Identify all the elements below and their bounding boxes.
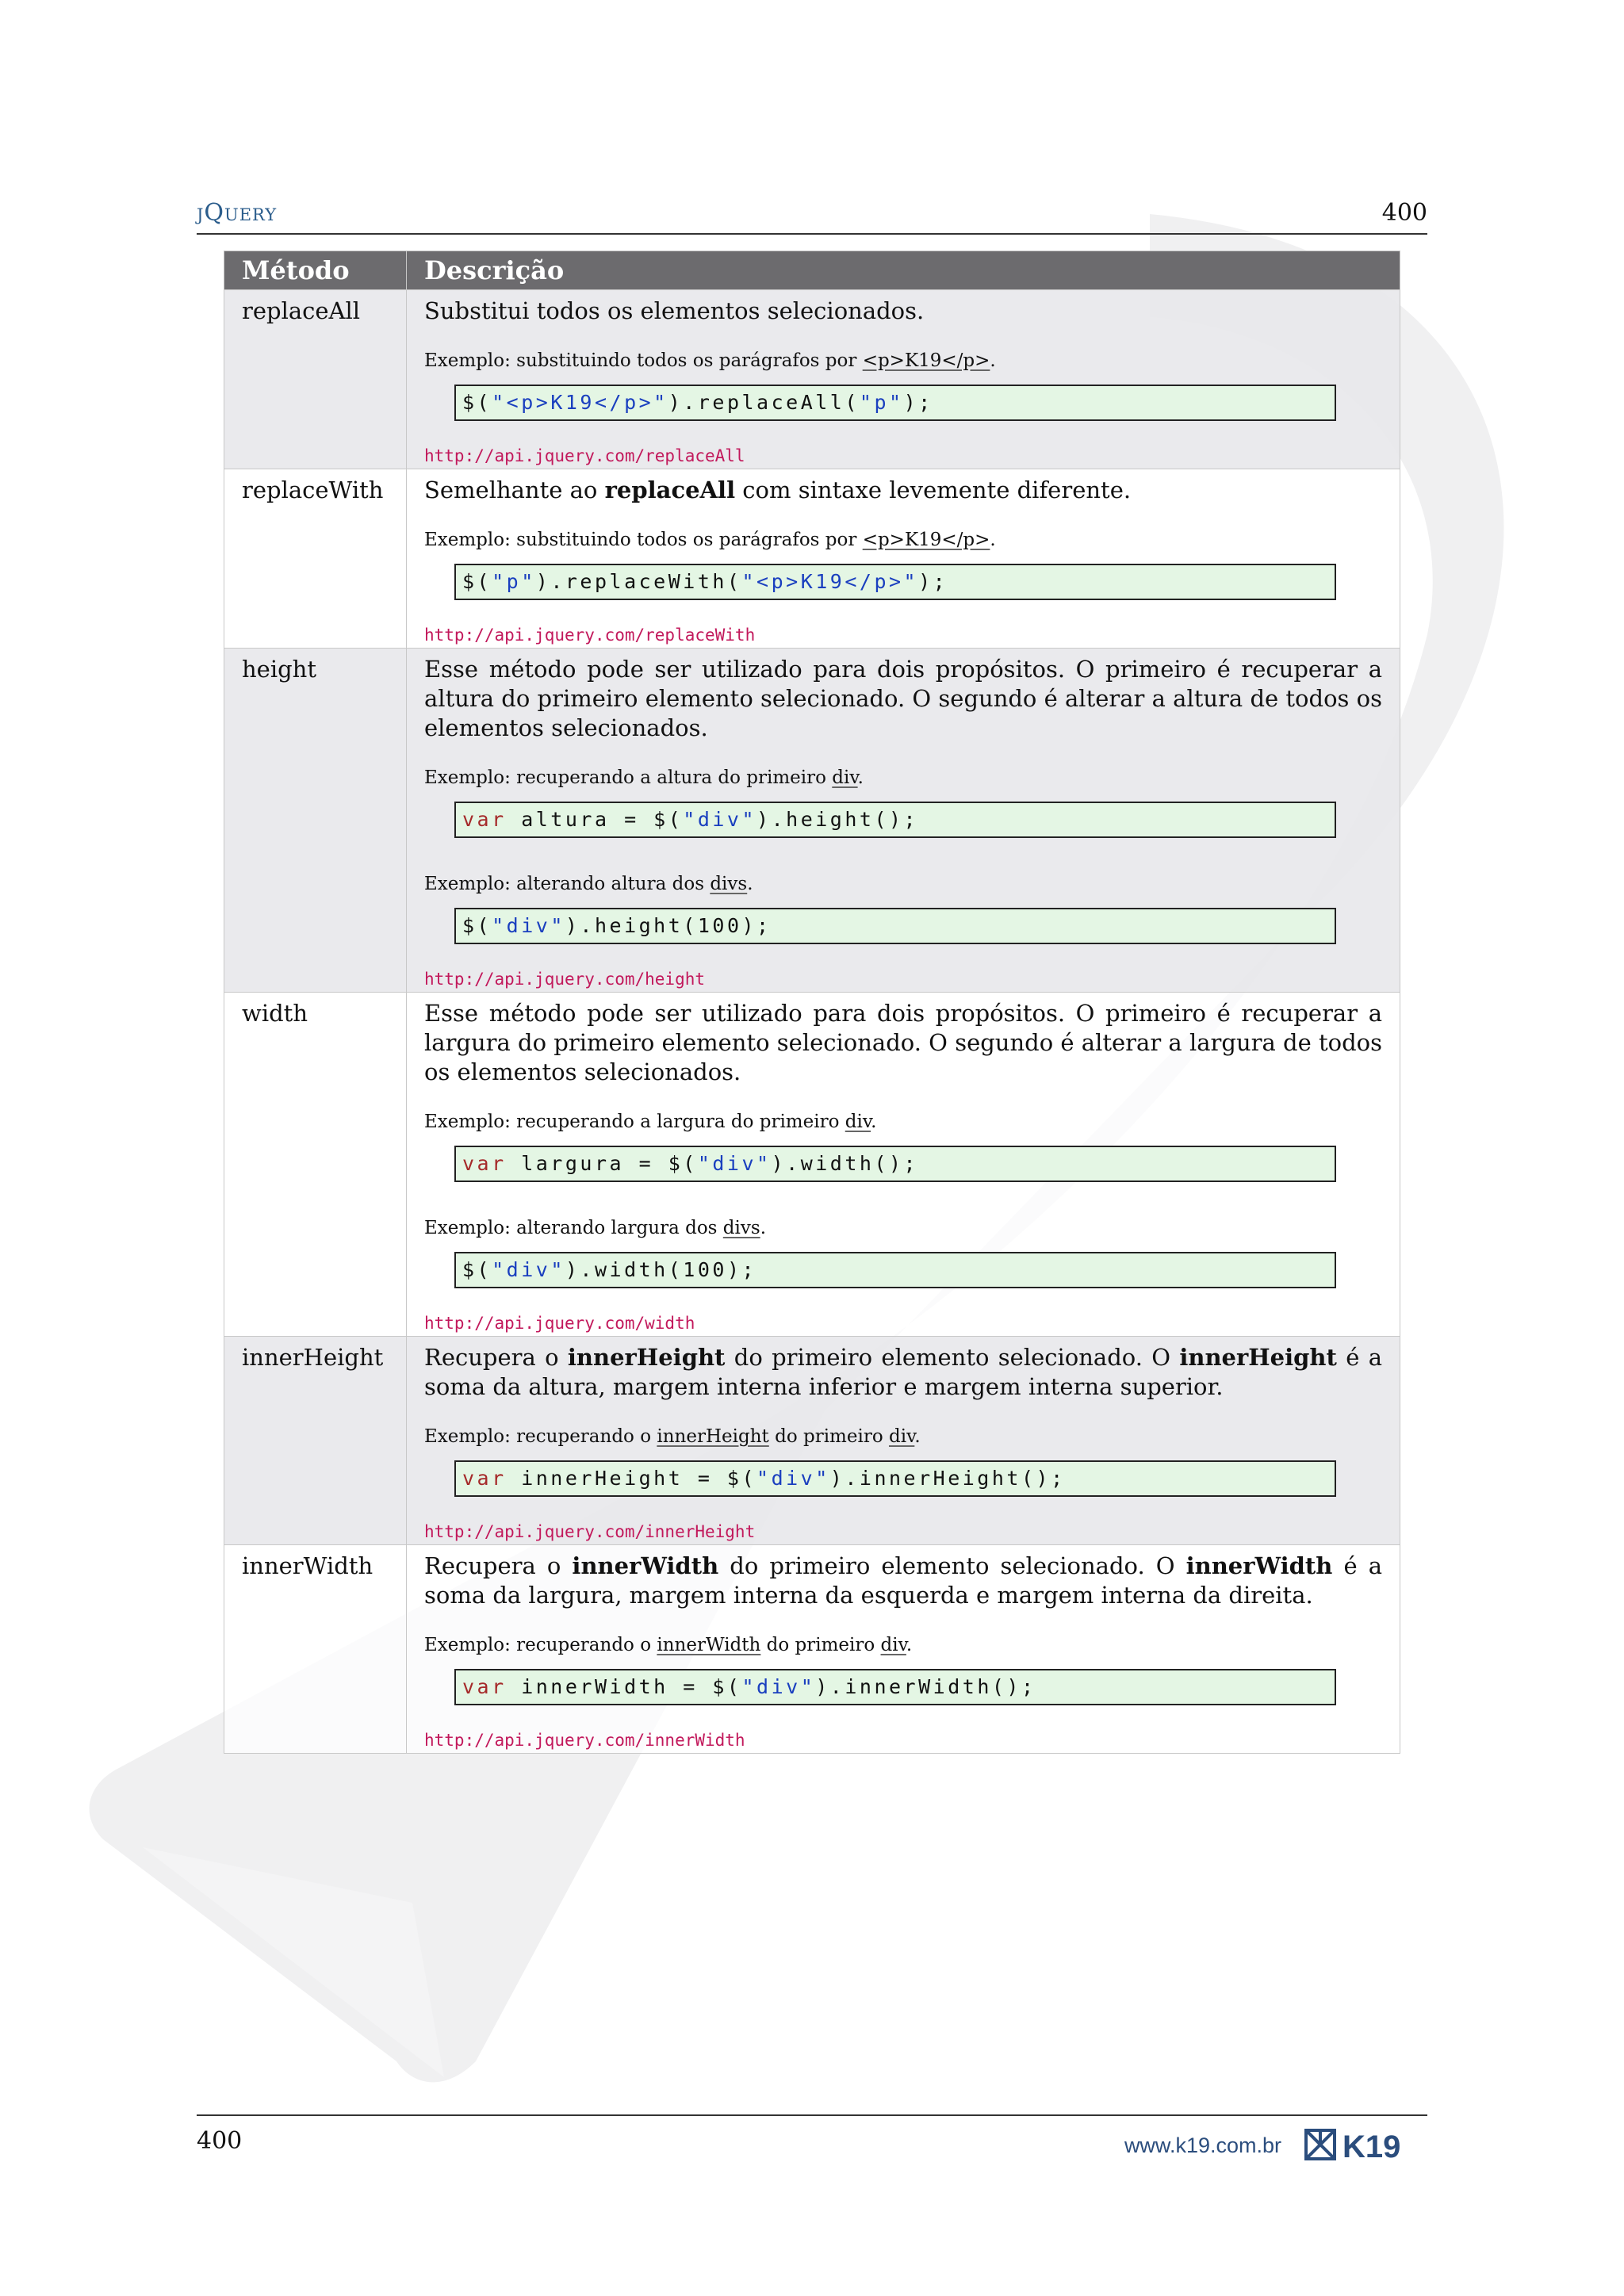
example-caption: Exemplo: recuperando o innerWidth do primeiro div. bbox=[424, 1635, 913, 1655]
example-caption: Exemplo: recuperando a largura do primeiro div. bbox=[424, 1112, 877, 1132]
code-block: $("div").width(100); bbox=[454, 1252, 1336, 1288]
chapter-title: jQuery bbox=[197, 199, 278, 227]
example-caption: Exemplo: alterando altura dos divs. bbox=[424, 874, 753, 894]
table-row bbox=[224, 1545, 1400, 1754]
description-text: Recupera o innerHeight do primeiro elemento selecionado. O innerHeight é a soma da altura, margem interna inferior e margem interna superior. bbox=[424, 1344, 1383, 1400]
description-text: Esse método pode ser utilizado para dois propósitos. O primeiro é recuperar a largura do primeiro elemento selecionado. O segundo é alterar a largura de todos os elementos selecionados. bbox=[424, 1000, 1382, 1085]
column-header-method: Método bbox=[224, 251, 407, 290]
example-term: divs bbox=[722, 1218, 760, 1238]
code-block: var altura = $("div").height(); bbox=[454, 802, 1336, 838]
example-term: div bbox=[888, 1426, 915, 1447]
example-term: div bbox=[832, 767, 858, 788]
header-page-number: 400 bbox=[1381, 199, 1427, 227]
description-text: Substitui todos os elementos selecionados. bbox=[424, 297, 925, 324]
page-header bbox=[197, 198, 1427, 235]
doc-link[interactable]: http://api.jquery.com/width bbox=[424, 1314, 695, 1333]
example-caption: Exemplo: recuperando o innerHeight do primeiro div. bbox=[424, 1426, 921, 1447]
example-caption: Exemplo: recuperando a altura do primeiro div. bbox=[424, 767, 864, 788]
method-name: replaceWith bbox=[224, 469, 407, 649]
example-term: innerHeight bbox=[657, 1426, 769, 1447]
example-term: <p>K19</p> bbox=[862, 530, 990, 550]
method-name: height bbox=[224, 649, 407, 993]
site-link[interactable]: www.k19.com.br bbox=[1124, 2133, 1281, 2157]
table-row bbox=[224, 993, 1400, 1337]
method-description-cell bbox=[407, 290, 1400, 469]
code-block: $("div").height(100); bbox=[454, 908, 1336, 944]
table-header-row bbox=[224, 251, 1400, 290]
doc-link[interactable]: http://api.jquery.com/replaceAll bbox=[424, 446, 745, 465]
method-description-cell bbox=[407, 1545, 1400, 1754]
table-row bbox=[224, 649, 1400, 993]
description-text: Recupera o innerWidth do primeiro elemento selecionado. O innerWidth é a soma da largura, margem interna da esquerda e margem interna da direita. bbox=[424, 1552, 1382, 1609]
example-term: div bbox=[845, 1112, 871, 1132]
description-text: Esse método pode ser utilizado para dois propósitos. O primeiro é recuperar a altura do primeiro elemento selecionado. O segundo é alterar a altura de todos os elementos selecionados. bbox=[424, 656, 1382, 741]
example-term: <p>K19</p> bbox=[862, 350, 990, 371]
table-row bbox=[224, 290, 1400, 469]
example-term: innerWidth bbox=[657, 1635, 761, 1655]
k19-logo-icon bbox=[1304, 2127, 1427, 2162]
method-description-cell bbox=[407, 993, 1400, 1337]
svg-text:K19: K19 bbox=[1342, 2130, 1401, 2162]
doc-link[interactable]: http://api.jquery.com/innerWidth bbox=[424, 1731, 745, 1750]
method-name: innerWidth bbox=[224, 1545, 407, 1754]
doc-link[interactable]: http://api.jquery.com/height bbox=[424, 970, 706, 989]
example-caption: Exemplo: substituindo todos os parágrafos por <p>K19</p>. bbox=[424, 350, 996, 371]
code-block: var innerWidth = $("div").innerWidth(); bbox=[454, 1669, 1336, 1705]
method-description-cell bbox=[407, 469, 1400, 649]
doc-link[interactable]: http://api.jquery.com/replaceWith bbox=[424, 626, 756, 645]
doc-link[interactable]: http://api.jquery.com/innerHeight bbox=[424, 1522, 756, 1541]
table-row bbox=[224, 1337, 1400, 1545]
description-text: Semelhante ao replaceAll com sintaxe levemente diferente. bbox=[424, 476, 1132, 503]
code-block: $("<p>K19</p>").replaceAll("p"); bbox=[454, 385, 1336, 421]
column-header-description: Descrição bbox=[407, 251, 1400, 290]
example-term: div bbox=[880, 1635, 906, 1655]
example-caption: Exemplo: alterando largura dos divs. bbox=[424, 1218, 766, 1238]
example-caption: Exemplo: substituindo todos os parágrafos por <p>K19</p>. bbox=[424, 530, 996, 550]
code-block: var largura = $("div").width(); bbox=[454, 1146, 1336, 1182]
method-name: replaceAll bbox=[224, 290, 407, 469]
code-block: $("p").replaceWith("<p>K19</p>"); bbox=[454, 564, 1336, 600]
method-description-cell bbox=[407, 649, 1400, 993]
method-description-cell bbox=[407, 1337, 1400, 1545]
table-row bbox=[224, 469, 1400, 649]
methods-table bbox=[224, 251, 1400, 1754]
method-name: innerHeight bbox=[224, 1337, 407, 1545]
footer-page-number: 400 bbox=[197, 2127, 243, 2155]
method-name: width bbox=[224, 993, 407, 1337]
code-block: var innerHeight = $("div").innerHeight(); bbox=[454, 1460, 1336, 1497]
example-term: divs bbox=[710, 874, 748, 894]
page-footer bbox=[197, 2114, 1427, 2172]
